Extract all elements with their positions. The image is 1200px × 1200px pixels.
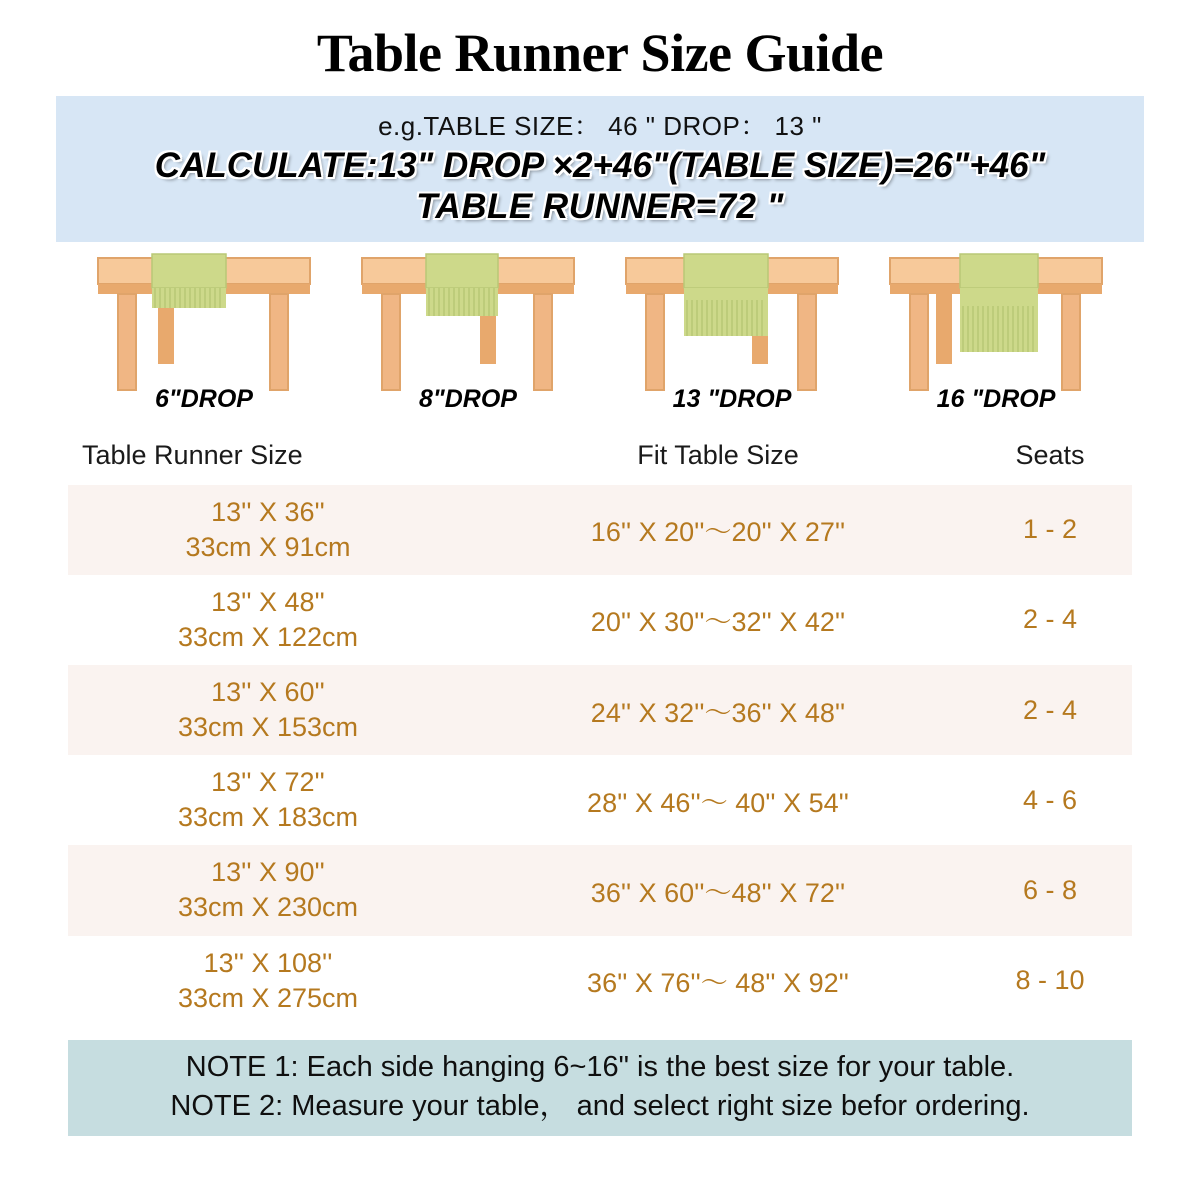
cell-seats: 6 - 8 — [968, 845, 1132, 935]
note-1: NOTE 1: Each side hanging 6~16" is the best size for your table. — [185, 1050, 1015, 1083]
cell-fit-size: 36'' X 60''～48'' X 72'' — [468, 845, 968, 935]
runner-size-cm: 33cm X 122cm — [177, 621, 359, 652]
runner-size-cm: 33cm X 153cm — [177, 712, 359, 743]
runner-size-inches: 13'' X 72'' — [211, 767, 325, 798]
runner-size-inches: 13'' X 36'' — [211, 496, 325, 527]
cell-seats: 8 - 10 — [968, 936, 1132, 1026]
table-row — [68, 665, 1132, 755]
runner-size-cm: 33cm X 183cm — [177, 802, 359, 833]
cell-fit-size: 20'' X 30''～32'' X 42'' — [468, 575, 968, 665]
drop-illustration-8 — [348, 250, 588, 418]
table-row — [68, 845, 1132, 935]
table-row — [68, 575, 1132, 665]
cell-runner-size — [68, 755, 468, 845]
cell-fit-size: 28'' X 46''～ 40'' X 54'' — [468, 755, 968, 845]
cell-seats: 2 - 4 — [968, 575, 1132, 665]
page-title: Table Runner Size Guide — [316, 23, 884, 83]
cell-runner-size — [68, 845, 468, 935]
header-runner-size: Table Runner Size — [68, 428, 468, 485]
drop-illustration-6 — [84, 250, 324, 418]
table-drop-16-icon — [876, 250, 1116, 400]
runner-size-cm: 33cm X 91cm — [185, 531, 351, 562]
cell-seats: 4 - 6 — [968, 755, 1132, 845]
drop-label-8: 8"DROP — [419, 384, 517, 413]
cell-runner-size — [68, 485, 468, 575]
note-2: NOTE 2: Measure your table， and select right size befor ordering. — [170, 1089, 1030, 1122]
cell-seats: 2 - 4 — [968, 665, 1132, 755]
cell-fit-size: 24'' X 32''～36'' X 48'' — [468, 665, 968, 755]
table-row — [68, 936, 1132, 1026]
cell-runner-size — [68, 665, 468, 755]
size-table — [68, 428, 1132, 1026]
formula-example: e.g.TABLE SIZE： 46 " DROP： 13 " — [378, 111, 822, 141]
drop-label-13: 13 "DROP — [672, 384, 792, 413]
table-drop-13-icon — [612, 250, 852, 400]
drop-illustration-strip — [84, 250, 1116, 418]
cell-runner-size — [68, 936, 468, 1026]
formula-calculate: CALCULATE:13" DROP ×2+46"(TABLE SIZE)=26"+46" — [154, 146, 1046, 185]
table-drop-6-icon — [84, 250, 324, 400]
runner-size-inches: 13'' X 60'' — [211, 676, 325, 707]
drop-label-6: 6"DROP — [155, 384, 253, 413]
table-row — [68, 485, 1132, 575]
runner-size-inches: 13'' X 90'' — [211, 857, 325, 888]
runner-size-cm: 33cm X 275cm — [177, 982, 359, 1013]
drop-illustration-13 — [612, 250, 852, 418]
header-seats: Seats — [968, 428, 1132, 485]
cell-runner-size — [68, 575, 468, 665]
header-fit-table-size: Fit Table Size — [468, 428, 968, 485]
runner-size-inches: 13'' X 48'' — [211, 586, 325, 617]
formula-result: TABLE RUNNER=72 " — [416, 187, 784, 227]
notes-banner — [68, 1040, 1132, 1136]
cell-seats: 1 - 2 — [968, 485, 1132, 575]
cell-fit-size: 36'' X 76''～ 48'' X 92'' — [468, 936, 968, 1026]
drop-illustration-16 — [876, 250, 1116, 418]
runner-size-cm: 33cm X 230cm — [177, 892, 359, 923]
formula-banner — [56, 96, 1144, 242]
table-drop-8-icon — [348, 250, 588, 400]
runner-size-inches: 13'' X 108'' — [203, 947, 333, 978]
table-header-row — [68, 428, 1132, 485]
table-row — [68, 755, 1132, 845]
drop-label-16: 16 "DROP — [936, 384, 1056, 413]
cell-fit-size: 16'' X 20''～20'' X 27'' — [468, 485, 968, 575]
